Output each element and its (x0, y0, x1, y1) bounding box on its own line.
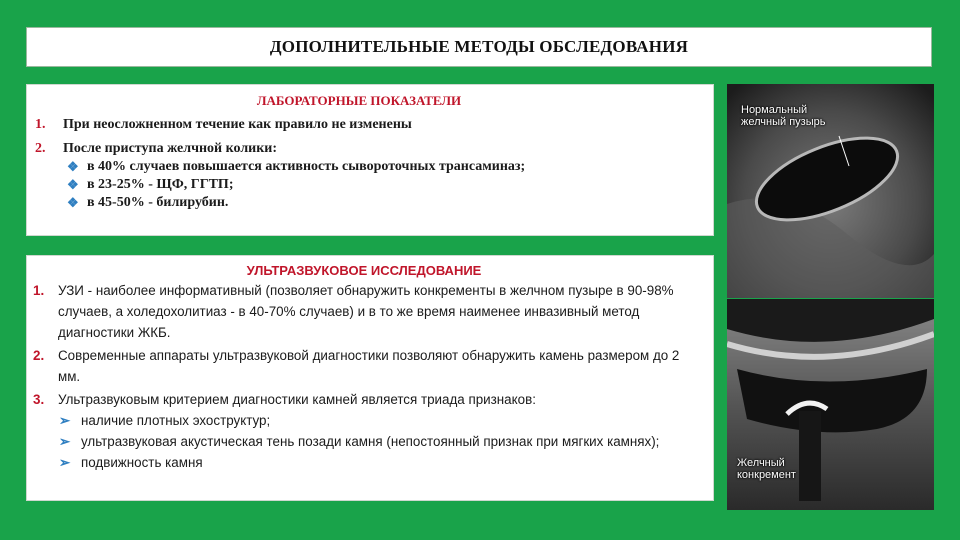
gallstone-label-line2: конкремент (737, 469, 796, 481)
ultrasound-subitem-text: ультразвуковая акустическая тень позади камня (непостоянный признак при мягких камнях); (81, 434, 660, 449)
lab-item-number: 1. (35, 117, 46, 132)
normal-gallbladder-label-line1: Нормальный (741, 104, 808, 116)
ultrasound-panel (26, 255, 714, 501)
ultrasound-item-text: УЗИ - наиболее информативный (позволяет обнаружить конкременты в желчном пузыре в 90-98% случаев, а холедохолитиаз - в 40-70% случаев) и в то же время наименее инвазивный метод диагностики ЖКБ. (58, 283, 674, 340)
lab-item-1 (35, 117, 703, 133)
lab-item-2 (35, 141, 703, 157)
ultrasound-item-number: 1. (33, 283, 45, 298)
diamond-bullet-icon: ❖ (67, 159, 79, 174)
ultrasound-item-2 (33, 345, 705, 387)
ultrasound-heading: УЛЬТРАЗВУКОВОЕ ИССЛЕДОВАНИЕ (246, 263, 482, 278)
arrow-bullet-icon: ➢ (59, 413, 71, 428)
page-title: ДОПОЛНИТЕЛЬНЫЕ МЕТОДЫ ОБСЛЕДОВАНИЯ (269, 37, 689, 56)
title-box (26, 27, 932, 67)
lab-subitem-3 (67, 195, 703, 211)
normal-gallbladder-label-line2: желчный пузырь (741, 116, 826, 128)
lab-item-text: При неосложненном течение как правило не изменены (63, 117, 412, 132)
arrow-bullet-icon: ➢ (59, 455, 71, 470)
ultrasound-item-3 (33, 389, 705, 410)
ultrasound-item-text: Современные аппараты ультразвуковой диагностики позволяют обнаружить камень размером до 2 мм. (58, 348, 680, 384)
lab-heading: ЛАБОРАТОРНЫЕ ПОКАЗАТЕЛИ (256, 93, 462, 108)
ultrasound-subitem-text: наличие плотных эхоструктур; (81, 413, 271, 428)
ultrasound-subitem-text: подвижность камня (81, 455, 203, 470)
lab-subitem-text: в 45-50% - билирубин. (87, 195, 229, 210)
ultrasound-item-text: Ультразвуковым критерием диагностики камней является триада признаков: (58, 392, 536, 407)
lab-subitem-1 (67, 159, 703, 175)
arrow-bullet-icon: ➢ (59, 434, 71, 449)
ultrasound-subitem-3 (59, 452, 705, 473)
lab-panel (26, 84, 714, 236)
ultrasound-item-number: 3. (33, 392, 45, 407)
ultrasound-subitem-1 (59, 410, 705, 431)
diamond-bullet-icon: ❖ (67, 195, 79, 210)
lab-item-number: 2. (35, 141, 46, 156)
lab-subitem-text: в 40% случаев повышается активность сывороточных трансаминаз; (87, 159, 526, 174)
ultrasound-image-normal-gallbladder (727, 84, 934, 298)
gallstone-label-line1: Желчный (737, 457, 785, 469)
ultrasound-image-gallstone (727, 299, 934, 510)
ultrasound-subitem-2 (59, 431, 705, 452)
diamond-bullet-icon: ❖ (67, 177, 79, 192)
ultrasound-item-number: 2. (33, 348, 45, 363)
lab-subitem-text: в 23-25% - ЩФ, ГГТП; (87, 177, 234, 192)
lab-subitem-2 (67, 177, 703, 193)
lab-item-text: После приступа желчной колики: (63, 141, 278, 156)
ultrasound-item-1 (33, 280, 705, 343)
